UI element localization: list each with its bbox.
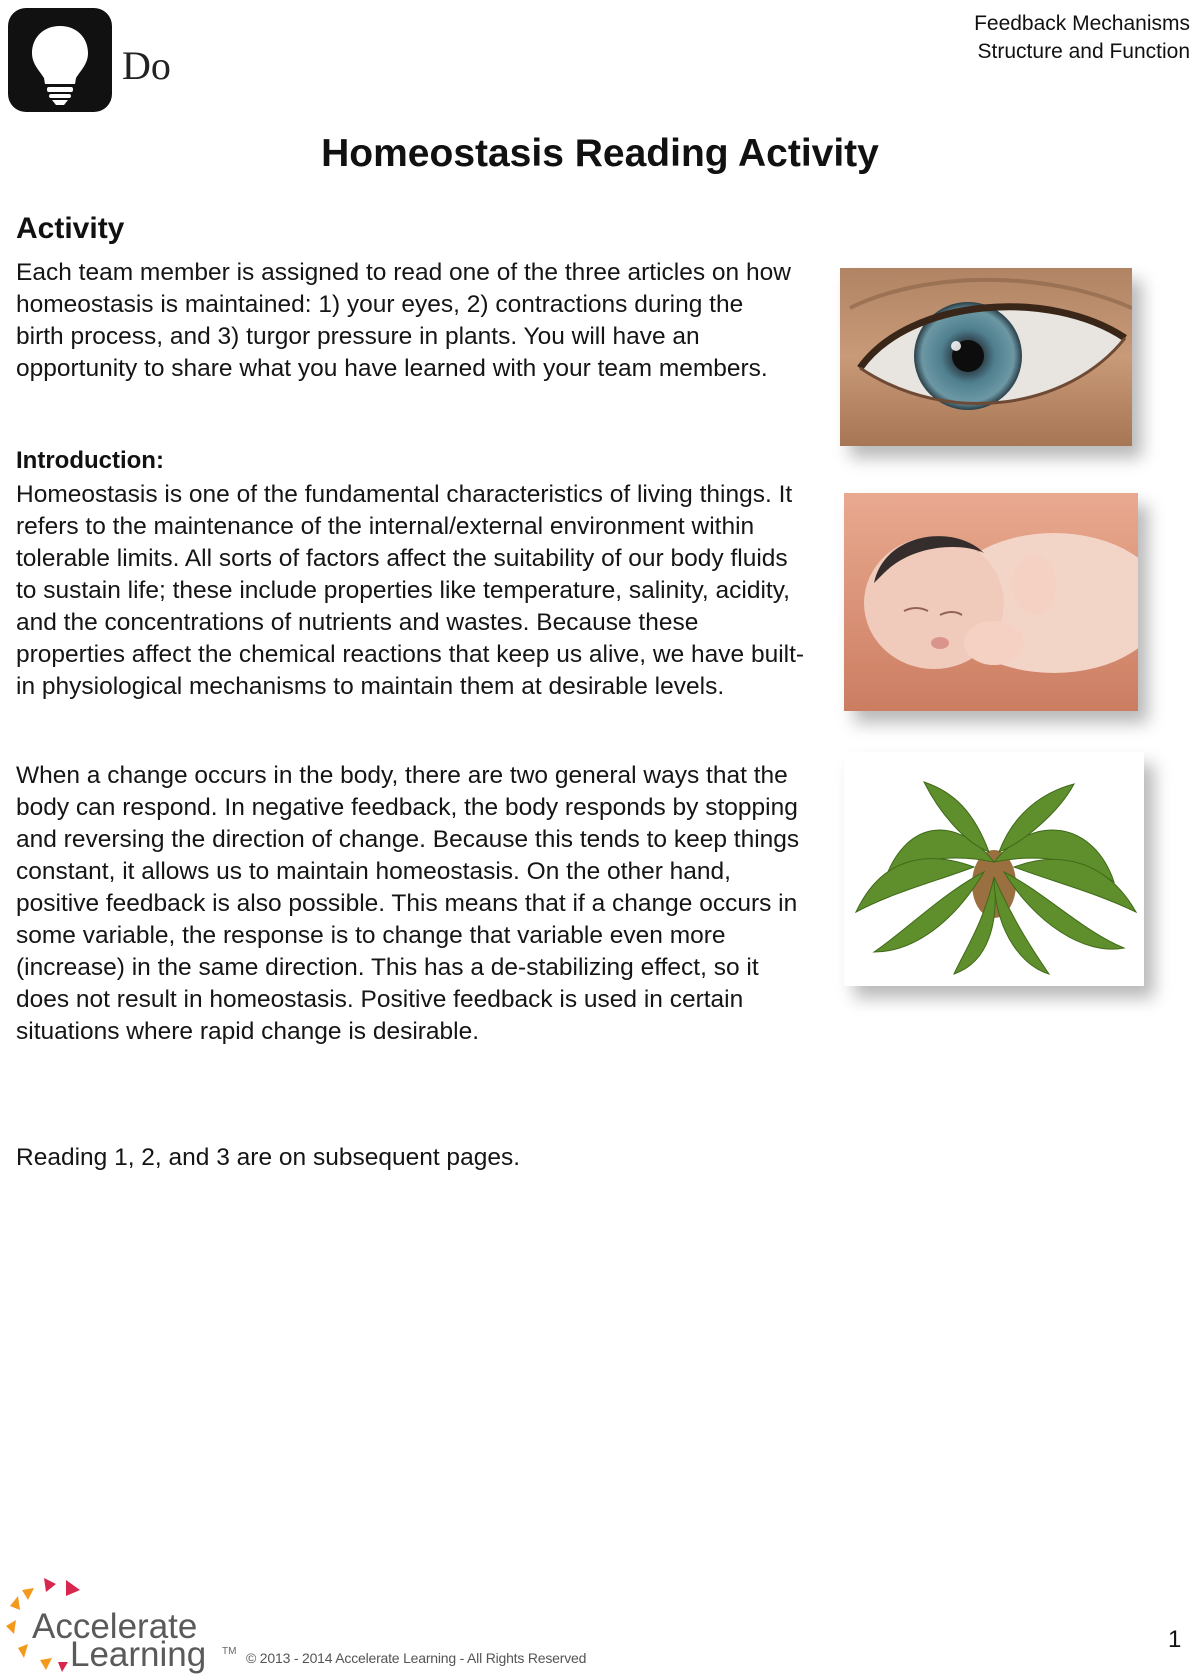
topic-line-1: Feedback Mechanisms xyxy=(974,12,1190,35)
lightbulb-icon xyxy=(8,8,112,112)
do-label: Do xyxy=(122,43,171,88)
wilted-plant-photo xyxy=(844,752,1144,986)
page-number: 1 xyxy=(1168,1626,1182,1653)
activity-paragraph: Each team member is assigned to read one of the three articles on how homeostasis is maintained: 1) your eyes, 2) contractions during the birth process, and 3) turgor pressure in plants. You will have an opportunity to share what you have learned with your team members. xyxy=(16,259,791,382)
accelerate-learning-logo xyxy=(4,1578,237,1674)
introduction-paragraph: Homeostasis is one of the fundamental characteristics of living things. It refers to the maintenance of the internal/external environment within tolerable limits. All sorts of factors affect the suitability of our body fluids to sustain life; these include properties like temperature, salinity, acidity, and the concentrations of nutrients and wastes. Because these properties affect the chemical reactions that keep us alive, we have built-in physiological mechanisms to maintain them at desirable levels. xyxy=(16,481,805,700)
page-title: Homeostasis Reading Activity xyxy=(321,132,879,175)
introduction-heading: Introduction: xyxy=(16,447,164,474)
newborn-baby-photo xyxy=(844,493,1138,711)
logo-line-1: Accelerate xyxy=(32,1607,198,1646)
activity-heading: Activity xyxy=(16,212,125,245)
eye-photo xyxy=(840,268,1132,446)
topic-line-2: Structure and Function xyxy=(977,40,1190,63)
feedback-paragraph: When a change occurs in the body, there are two general ways that the body can respond. In negative feedback, the body responds by stopping and reversing the direction of change. Because this tends to keep things constant, it allows us to maintain homeostasis. On the other hand, positive feedback is also possible. This means that if a change occurs in some variable, the response is to change that variable even more (increase) in the same direction. This has a de-stabilizing effect, so it does not result in homeostasis. Positive feedback is used in certain situations where rapid change is desirable. xyxy=(16,762,800,1045)
copyright-notice: © 2013 - 2014 Accelerate Learning - All Rights Reserved xyxy=(246,1650,587,1666)
topic-label xyxy=(974,10,1190,66)
reading-note: Reading 1, 2, and 3 are on subsequent pages. xyxy=(16,1144,520,1171)
trademark-mark: TM xyxy=(222,1646,237,1657)
logo-line-2: Learning xyxy=(70,1635,207,1674)
